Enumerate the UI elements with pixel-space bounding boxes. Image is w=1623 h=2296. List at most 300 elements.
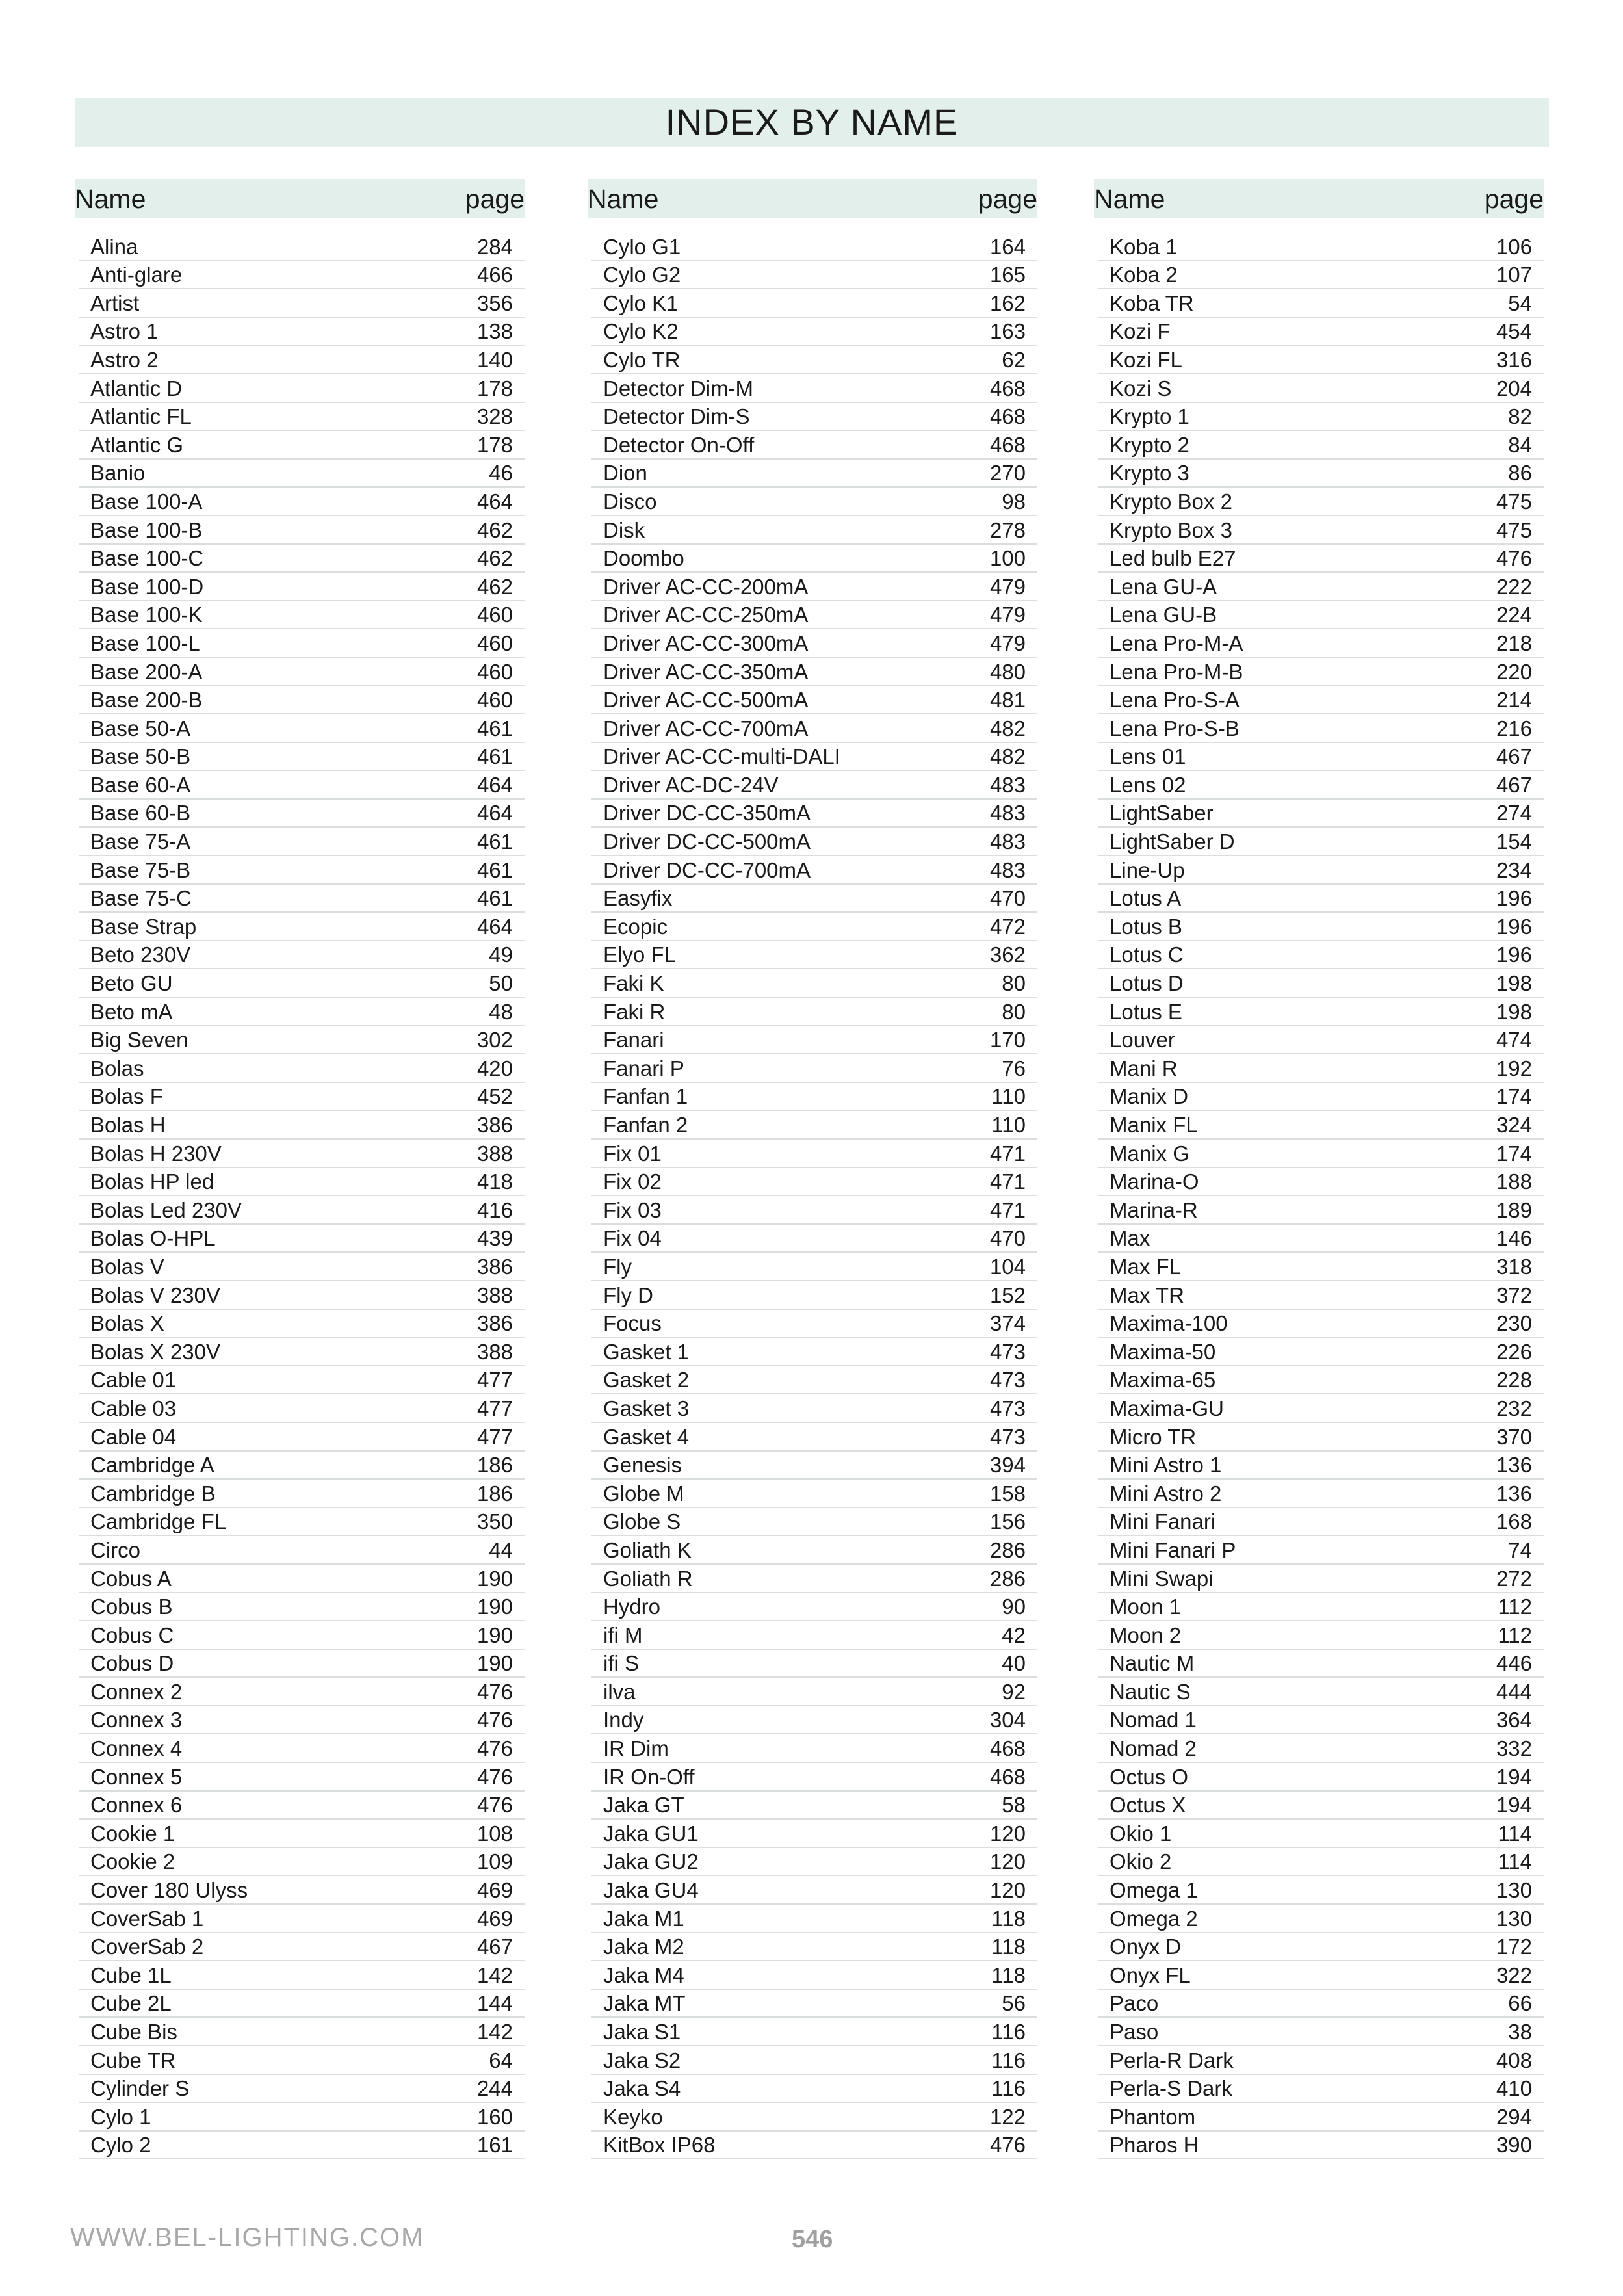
entry-page: 118 [991,1963,1026,1987]
index-row [591,2103,1037,2132]
entry-name: Manix D [1110,1084,1189,1109]
entry-name: Kozi F [1110,319,1171,344]
entry-page: 471 [989,1141,1026,1166]
index-row [591,516,1037,545]
index-row [1098,686,1544,715]
entry-name: Nautic S [1110,1679,1191,1704]
entry-page: 118 [991,1935,1026,1959]
entry-page: 120 [989,1821,1026,1846]
entry-name: Cylo G1 [603,234,681,259]
index-row [591,318,1037,346]
entry-page: 58 [1002,1793,1026,1818]
entry-page: 244 [476,2076,513,2101]
index-row [79,686,525,715]
entry-page: 234 [1496,857,1532,882]
index-row [591,1678,1037,1706]
index-row [1098,1423,1544,1452]
index-row [591,1196,1037,1225]
index-row [591,1565,1037,1593]
entry-name: Lens 01 [1110,744,1186,769]
entry-name: Gasket 3 [603,1396,690,1420]
entry-name: Cylo TR [603,347,681,372]
index-row [79,1196,525,1225]
entry-name: Cylo 1 [90,2104,151,2129]
index-row [1098,1026,1544,1055]
index-row [591,1763,1037,1792]
index-row [79,1734,525,1763]
index-row [1098,969,1544,998]
index-row [1098,1763,1544,1792]
entry-page: 100 [989,546,1026,571]
entry-page: 483 [989,772,1026,797]
entry-name: Lena Pro-M-B [1110,659,1243,684]
entry-name: Driver AC-CC-300mA [603,631,809,655]
page-title: INDEX BY NAME [665,101,959,142]
index-row [1098,1394,1544,1423]
entry-name: Connex 3 [90,1708,183,1732]
index-row [79,601,525,630]
index-row [79,941,525,970]
entry-name: Fix 03 [603,1197,662,1222]
entry-page: 461 [476,716,513,740]
index-row [591,233,1037,261]
index-row [1098,771,1544,800]
column-header-name: Name [588,184,659,214]
entry-page: 416 [476,1197,513,1222]
entry-name: Cylinder S [90,2076,190,2101]
entry-name: Fly D [603,1283,653,1307]
entry-name: Globe M [603,1481,684,1506]
entry-name: Lens 02 [1110,772,1186,797]
entry-name: Cube 2L [90,1991,172,2016]
index-row [591,1961,1037,1990]
entry-name: Nomad 1 [1110,1708,1197,1732]
entry-page: 62 [1002,347,1026,372]
index-row [591,969,1037,998]
index-row [1098,431,1544,460]
index-row [591,828,1037,856]
index-row [79,1508,525,1537]
entry-page: 460 [476,603,513,627]
entry-name: Atlantic D [90,376,183,400]
entry-page: 470 [989,1226,1026,1251]
entry-name: Maxima-65 [1110,1368,1216,1392]
entry-page: 98 [1002,489,1026,514]
entry-name: Nautic M [1110,1651,1195,1676]
entry-page: 461 [476,829,513,854]
entry-name: Gasket 4 [603,1424,690,1449]
entry-page: 40 [1002,1651,1026,1676]
entry-page: 218 [1496,631,1532,655]
entry-page: 476 [1496,546,1532,571]
index-row [1098,1876,1544,1905]
index-row [79,743,525,772]
column-header [75,179,525,218]
entry-name: Goliath K [603,1537,692,1562]
entry-name: Okio 1 [1110,1821,1172,1846]
entry-page: 328 [476,404,513,429]
index-row [79,1621,525,1650]
index-row [591,1423,1037,1452]
entry-name: Gasket 2 [603,1368,690,1392]
index-row [79,1026,525,1055]
entry-page: 461 [476,886,513,911]
column-header-page: page [465,184,525,214]
entry-name: Jaka MT [603,1991,686,2016]
entry-page: 482 [989,744,1026,769]
entry-name: Driver DC-CC-350mA [603,801,811,826]
entry-name: Bolas X [90,1311,164,1336]
entry-page: 362 [989,943,1026,967]
index-row [1098,1111,1544,1140]
entry-name: Goliath R [603,1566,693,1591]
entry-page: 420 [476,1056,513,1080]
index-row [1098,573,1544,601]
entry-page: 216 [1496,716,1532,740]
entry-page: 48 [489,999,513,1024]
index-row [79,1054,525,1083]
index-column-3 [1094,179,1544,2159]
index-row [591,2046,1037,2075]
index-row [79,573,525,601]
entry-name: Driver DC-CC-700mA [603,857,811,882]
entry-page: 274 [1496,801,1532,826]
entry-name: Base 100-C [90,546,204,571]
entry-name: Jaka GU2 [603,1849,699,1874]
index-row [591,714,1037,743]
index-row [591,998,1037,1026]
index-row [79,1140,525,1168]
index-row [1098,1225,1544,1253]
entry-page: 464 [476,489,513,514]
index-row [1098,346,1544,374]
entry-name: Base 100-L [90,631,200,655]
entry-page: 388 [476,1283,513,1307]
entry-name: ifi S [603,1651,640,1676]
index-row [591,1140,1037,1168]
index-row [591,2075,1037,2104]
index-row [1098,1480,1544,1508]
index-row [79,885,525,913]
entry-name: Gasket 1 [603,1339,690,1364]
entry-name: Lena GU-B [1110,603,1217,627]
entry-page: 165 [989,263,1026,287]
entry-page: 84 [1508,432,1532,457]
entry-name: Connex 4 [90,1736,183,1761]
index-row [1098,629,1544,658]
entry-page: 477 [476,1368,513,1392]
entry-name: Disco [603,489,657,514]
index-row [79,403,525,432]
entry-name: Driver AC-CC-multi-DALI [603,744,840,769]
entry-name: Mini Astro 2 [1110,1481,1222,1506]
entry-name: Astro 1 [90,319,159,344]
entry-page: 468 [989,432,1026,457]
entry-name: Omega 2 [1110,1906,1198,1931]
entry-name: Disk [603,517,645,542]
index-row [591,1452,1037,1480]
entry-name: Base 100-A [90,489,203,514]
entry-name: Line-Up [1110,857,1185,882]
entry-page: 318 [1496,1254,1532,1279]
index-row [591,856,1037,885]
index-row [1098,941,1544,970]
entry-page: 386 [476,1113,513,1137]
entry-page: 107 [1496,263,1532,287]
entry-page: 46 [489,461,513,486]
entry-page: 214 [1496,688,1532,712]
index-row [1098,885,1544,913]
entry-name: Cable 01 [90,1368,177,1392]
entry-name: Lena Pro-S-A [1110,688,1240,712]
index-row [79,658,525,686]
index-row [591,913,1037,941]
entry-page: 386 [476,1311,513,1336]
entry-name: IR Dim [603,1736,669,1761]
entry-name: Lotus C [1110,943,1184,967]
column-header-name: Name [1094,184,1165,214]
index-row [79,913,525,941]
index-row [79,1905,525,1933]
index-row [1098,1508,1544,1537]
entry-page: 80 [1002,971,1026,996]
column-header [1094,179,1544,218]
index-row [1098,403,1544,432]
entry-page: 44 [489,1537,513,1562]
entry-name: Cylo G2 [603,263,681,287]
entry-name: Krypto 1 [1110,404,1189,429]
index-row [591,374,1037,403]
entry-page: 470 [989,886,1026,911]
entry-name: Artist [90,291,140,315]
index-row [1098,1621,1544,1650]
entry-page: 120 [989,1849,1026,1874]
entry-name: Octus X [1110,1793,1186,1818]
entry-page: 118 [991,1906,1026,1931]
index-row [1098,1820,1544,1848]
entry-name: Globe S [603,1509,681,1534]
entry-name: Krypto 2 [1110,432,1189,457]
index-row [591,1225,1037,1253]
entry-page: 226 [1496,1339,1532,1364]
index-row [79,1168,525,1197]
entry-name: Cambridge B [90,1481,216,1506]
entry-name: Base 60-B [90,801,191,826]
entry-page: 469 [476,1906,513,1931]
entry-name: Cookie 2 [90,1849,175,1874]
entry-page: 192 [1496,1056,1532,1080]
entry-page: 168 [1496,1509,1532,1534]
entry-name: Cube 1L [90,1963,172,1987]
entry-page: 138 [476,319,513,344]
index-row [1098,289,1544,318]
entry-name: Max TR [1110,1283,1184,1307]
entry-name: Base 60-A [90,772,191,797]
entry-page: 136 [1496,1481,1532,1506]
entry-page: 49 [489,943,513,967]
entry-name: Keyko [603,2104,663,2129]
index-row [1098,233,1544,261]
index-row [79,1338,525,1366]
entry-page: 483 [989,857,1026,882]
entry-page: 324 [1496,1113,1532,1137]
entry-name: Driver AC-CC-350mA [603,659,809,684]
entry-page: 194 [1496,1793,1532,1818]
index-row [79,2103,525,2132]
entry-name: Base 100-B [90,517,203,542]
entry-name: Cobus B [90,1595,173,1619]
entry-page: 476 [476,1679,513,1704]
entry-name: Lotus E [1110,999,1182,1024]
entry-page: 188 [1496,1169,1532,1194]
entry-page: 473 [989,1339,1026,1364]
entry-page: 467 [1496,772,1532,797]
entry-name: Bolas V 230V [90,1283,220,1307]
entry-page: 471 [989,1169,1026,1194]
entry-page: 130 [1496,1906,1532,1931]
entry-name: Base 75-A [90,829,191,854]
entry-page: 468 [989,1736,1026,1761]
entry-page: 460 [476,631,513,655]
entry-page: 196 [1496,943,1532,967]
entry-page: 108 [476,1821,513,1846]
index-row [591,1508,1037,1537]
entry-page: 467 [1496,744,1532,769]
entry-page: 483 [989,801,1026,826]
index-row [1098,1140,1544,1168]
entry-name: Phantom [1110,2104,1196,2129]
entry-page: 142 [476,1963,513,1987]
index-list [588,233,1037,2159]
entry-page: 110 [991,1113,1026,1137]
index-row [1098,1083,1544,1112]
entry-page: 109 [476,1849,513,1874]
entry-name: Atlantic G [90,432,184,457]
entry-page: 140 [476,347,513,372]
entry-page: 116 [991,2020,1026,2044]
index-row [79,2018,525,2046]
index-row [1098,261,1544,290]
index-row [591,1168,1037,1197]
index-row [591,1593,1037,1622]
index-row [591,1848,1037,1877]
index-row [79,771,525,800]
entry-page: 224 [1496,603,1532,627]
entry-name: Krypto Box 2 [1110,489,1232,514]
entry-name: Jaka S2 [603,2048,681,2072]
index-row [1098,856,1544,885]
entry-page: 112 [1498,1595,1532,1619]
index-row [591,2018,1037,2046]
index-row [79,516,525,545]
entry-name: Bolas H 230V [90,1141,222,1166]
entry-page: 464 [476,914,513,939]
entry-name: Jaka M2 [603,1935,684,1959]
index-row [79,261,525,290]
entry-page: 186 [476,1481,513,1506]
entry-page: 178 [476,376,513,400]
entry-name: Big Seven [90,1028,188,1052]
entry-name: Alina [90,234,138,259]
entry-name: Connex 2 [90,1679,183,1704]
index-row [591,1905,1037,1933]
entry-name: Connex 5 [90,1764,183,1789]
entry-name: KitBox IP68 [603,2133,716,2158]
entry-name: Nomad 2 [1110,1736,1197,1761]
index-row [591,346,1037,374]
entry-page: 160 [476,2104,513,2129]
entry-name: Hydro [603,1595,661,1619]
index-row [591,1394,1037,1423]
entry-name: Krypto 3 [1110,461,1189,486]
index-row [591,1083,1037,1112]
index-row [79,1480,525,1508]
index-column-1 [75,179,525,2159]
entry-name: Dion [603,461,647,486]
entry-page: 374 [989,1311,1026,1336]
index-row [1098,743,1544,772]
index-row [1098,1253,1544,1281]
entry-name: Cambridge A [90,1453,214,1478]
index-row [1098,601,1544,630]
entry-name: Lena GU-A [1110,574,1217,599]
entry-page: 476 [989,2133,1026,2158]
entry-page: 386 [476,1254,513,1279]
entry-name: Base 75-B [90,857,191,882]
entry-page: 322 [1496,1963,1532,1987]
entry-name: Mini Swapi [1110,1566,1214,1591]
index-row [1098,1734,1544,1763]
entry-page: 468 [989,376,1026,400]
index-row [1098,1168,1544,1197]
entry-name: Max FL [1110,1254,1182,1279]
entry-page: 50 [489,971,513,996]
entry-name: Base 100-D [90,574,204,599]
entry-page: 462 [476,517,513,542]
entry-name: Koba 2 [1110,263,1178,287]
index-row [591,289,1037,318]
entry-name: Krypto Box 3 [1110,517,1232,542]
entry-page: 475 [1496,517,1532,542]
entry-name: Base 200-B [90,688,203,712]
entry-name: Indy [603,1708,644,1732]
entry-name: Perla-R Dark [1110,2048,1234,2072]
entry-page: 476 [476,1736,513,1761]
entry-page: 54 [1508,291,1532,315]
entry-page: 471 [989,1197,1026,1222]
index-row [1098,1905,1544,1933]
index-row [79,1593,525,1622]
index-row [1098,1706,1544,1735]
entry-name: Beto mA [90,999,173,1024]
index-row [1098,374,1544,403]
entry-page: 82 [1508,404,1532,429]
index-row [79,233,525,261]
index-row [1098,1452,1544,1480]
index-row [79,1253,525,1281]
page-number: 546 [792,2226,833,2253]
index-row [79,1706,525,1735]
entry-page: 302 [476,1028,513,1052]
entry-page: 294 [1496,2104,1532,2129]
entry-page: 388 [476,1141,513,1166]
index-row [79,1933,525,1962]
entry-name: Faki R [603,999,666,1024]
entry-page: 66 [1508,1991,1532,2016]
entry-name: Fix 02 [603,1169,662,1194]
entry-name: Cobus D [90,1651,174,1676]
entry-name: Jaka GT [603,1793,684,1818]
